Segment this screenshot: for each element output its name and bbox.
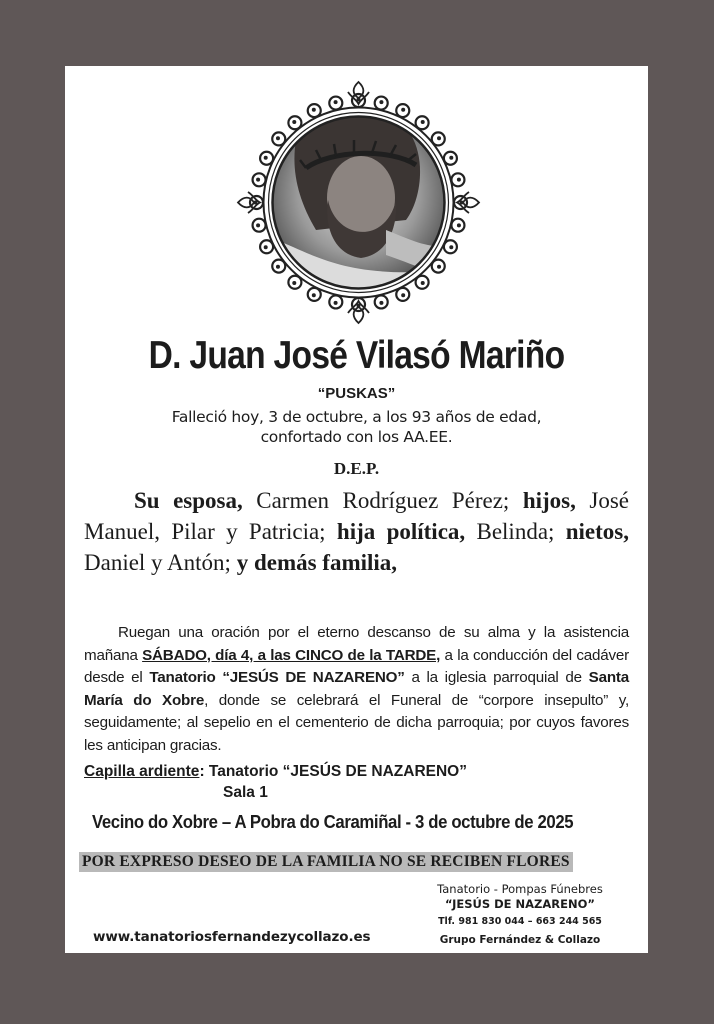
capilla-ardiente — [84, 763, 467, 781]
nietos-label: nietos, — [565, 519, 629, 544]
death-notice-line-1: Falleció hoy, 3 de octubre, a los 93 años de edad, — [171, 408, 542, 426]
hija-politica-name: Belinda; — [465, 519, 566, 544]
hija-politica-label: hija política, — [336, 519, 466, 544]
prayer-text-3: a la iglesia parroquial de — [404, 669, 589, 686]
funeral-date: SÁBADO, día 4, a las CINCO de la TARDE, — [142, 646, 441, 664]
demas-familia-label: y demás familia, — [236, 550, 398, 575]
prayer-text-2: a la conducción del cadáver desde el — [84, 646, 629, 686]
capilla-value: : Tanatorio “JESÚS DE NAZARENO” — [199, 763, 467, 780]
company-line-2: “JESÚS DE NAZARENO” — [445, 897, 595, 911]
vecino-line: Vecino do Xobre – A Pobra do Caramiñal - 3 de octubre de 2025 — [92, 812, 574, 832]
prayer-text-4: , donde se celebrará el Funeral de “corpore insepulto” y, seguidamente; al sepelio en el cementerio de dicha parroquia; por cuyos favores les anticipan gracias. — [84, 691, 629, 754]
company-group: Grupo Fernández & Collazo — [439, 934, 601, 946]
hijos-names: José Manuel, Pilar y Patricia; — [84, 488, 629, 544]
deceased-name: D. Juan José Vilasó Mariño — [148, 334, 565, 377]
company-line-1: Tanatorio - Pompas Fúnebres — [437, 882, 603, 896]
nietos-names: Daniel y Antón; — [84, 550, 237, 575]
no-flowers-notice: POR EXPRESO DESEO DE LA FAMILIA NO SE RECIBEN FLORES — [79, 852, 573, 872]
website-link[interactable]: www.tanatoriosfernandezycollazo.es — [93, 929, 371, 945]
christ-portrait-icon — [236, 80, 481, 325]
family-paragraph — [84, 485, 629, 578]
death-notice — [65, 407, 648, 447]
company-phones: Tlf. 981 830 044 – 663 244 565 — [438, 916, 602, 927]
prayer-paragraph — [84, 622, 629, 757]
capilla-label: Capilla ardiente — [84, 763, 200, 780]
dep-label: D.E.P. — [333, 459, 380, 478]
church-name: Santa María do Xobre — [84, 669, 629, 709]
ornamental-frame-icon — [236, 80, 481, 325]
hijos-label: hijos, — [522, 488, 576, 513]
tanatorio-name: Tanatorio “JESÚS DE NAZARENO” — [149, 669, 405, 686]
capilla-sala: Sala 1 — [223, 784, 268, 801]
deceased-nickname: “PUSKAS” — [317, 385, 396, 402]
esposa-label: Su esposa, — [134, 488, 243, 513]
esposa-name: Carmen Rodríguez Pérez; — [242, 488, 523, 513]
funeral-home-info — [415, 882, 625, 948]
obituary-sheet — [65, 66, 648, 953]
death-notice-line-2: confortado con los AA.EE. — [260, 428, 453, 446]
prayer-text-1: Ruegan una oración por el eterno descanso de su alma y la asistencia mañana — [84, 624, 629, 664]
